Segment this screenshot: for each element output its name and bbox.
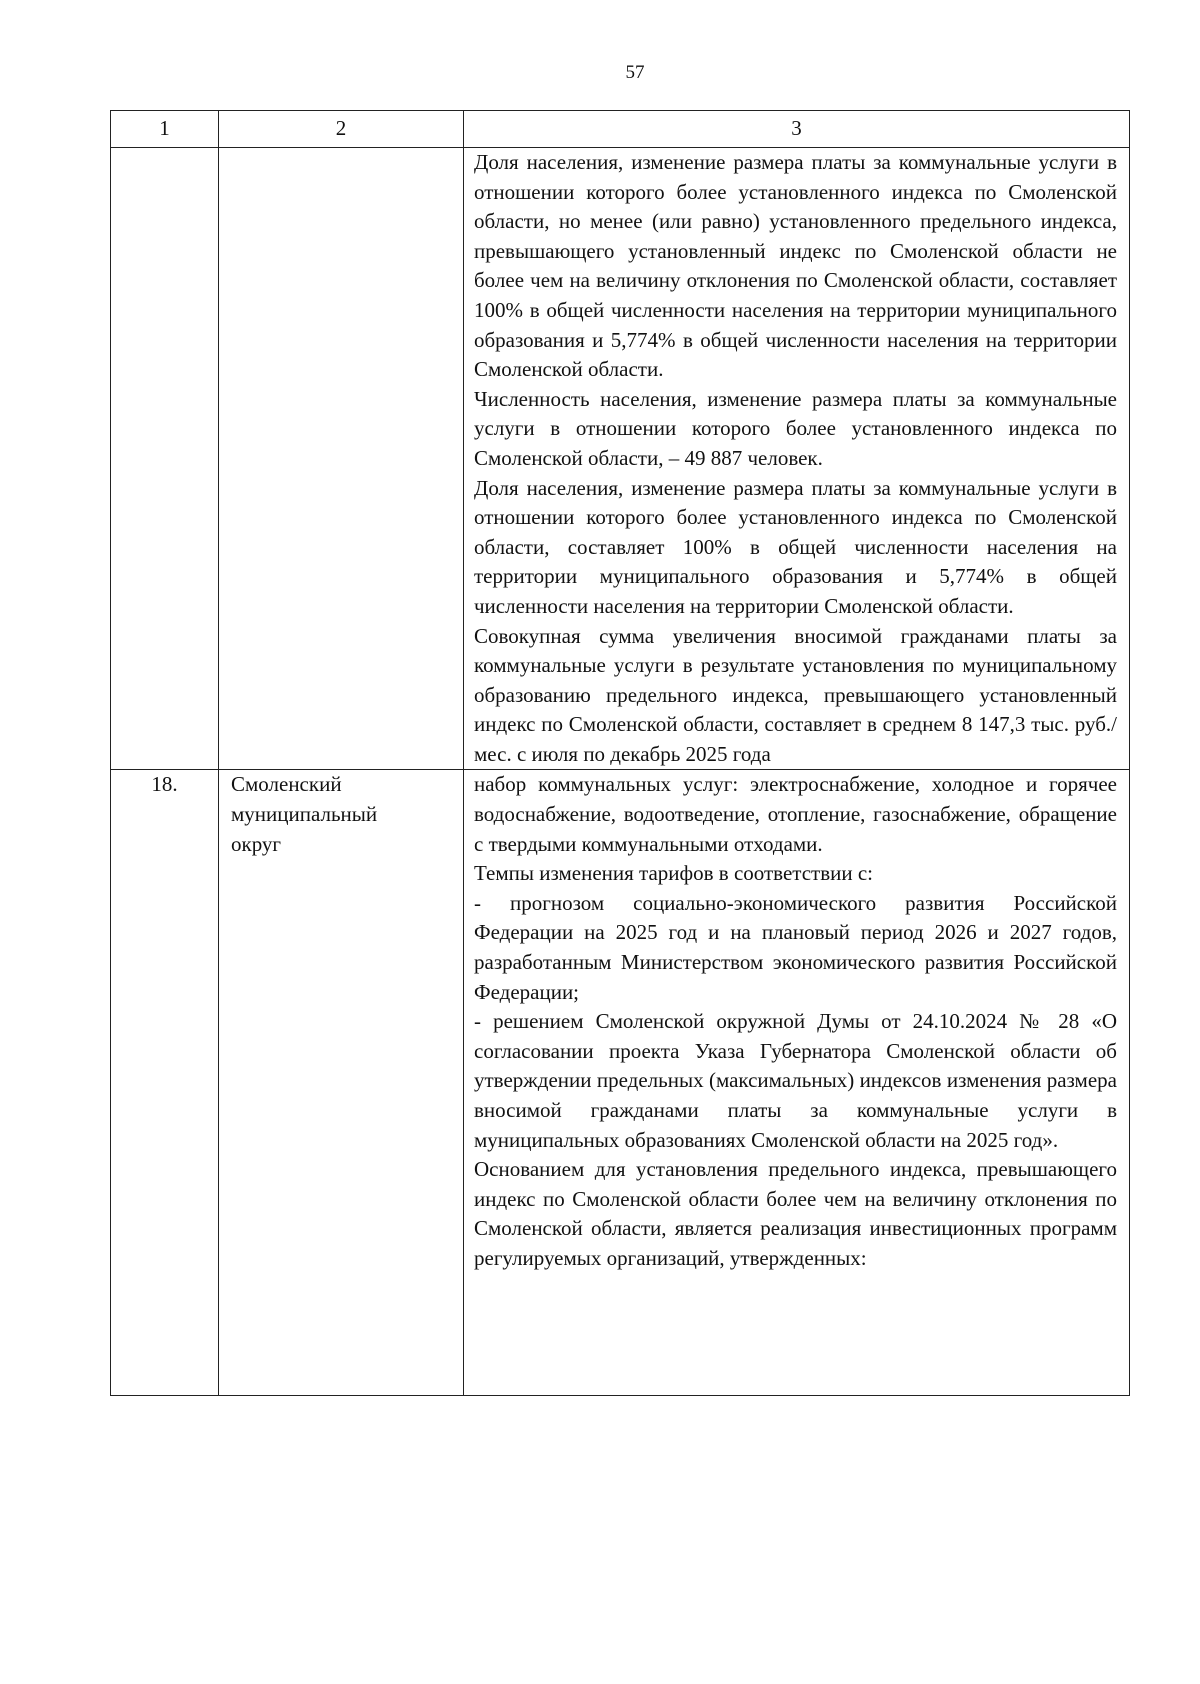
paragraph: - решением Смоленской окружной Думы от 24.10.2024 № 28 «О согласовании проекта Указа Губернатора Смоленской области об утверждении предельных (максимальных) индексов изменения размера вносимой гражданами платы за коммунальные услуги в муниципальных образованиях Смоленской области на 2025 год». <box>474 1009 1117 1152</box>
paragraph: - прогнозом социально-экономического развития Российской Федерации на 2025 год и на плановый период 2026 и 2027 годов, разработанным Министерством экономического развития Российской Федерации; <box>474 890 1117 1004</box>
description-cell <box>464 770 1130 1396</box>
paragraph: Совокупная сумма увеличения вносимой гражданами платы за коммунальные услуги в результате установления по муниципальному образованию предельного индекса, превышающего установленный индекс по Смоленской области, составляет в среднем 8 147,3 тыс. руб./мес. с июля по декабрь 2025 года <box>474 623 1117 766</box>
municipality-name-line: округ <box>231 831 282 856</box>
municipality-name-line: Смоленский <box>231 772 342 797</box>
paragraph: Основанием для установления предельного индекса, превышающего индекс по Смоленской области более чем на величину отклонения по Смоленской области, является реализация инвестиционных программ регулируемых организаций, утвержденных: <box>474 1157 1117 1270</box>
description-cell <box>464 148 1130 770</box>
municipality-name-cell <box>219 148 464 770</box>
document-table <box>110 110 1130 1396</box>
paragraph: Доля населения, изменение размера платы за коммунальные услуги в отношении которого более установленного индекса по Смоленской области, но менее (или равно) установленного предельного индекса, превышающего установленный индекс по Смоленской области не более чем на величину отклонения по Смоленской области, составляет 100% в общей численности населения на территории муниципального образования и 5,774% в общей численности населения на территории Смоленской области. <box>474 150 1117 382</box>
page-number: 57 <box>625 62 645 83</box>
paragraph: Доля населения, изменение размера платы за коммунальные услуги в отношении которого более установленного индекса по Смоленской области, составляет 100% в общей численности населения на территории муниципального образования и 5,774% в общей численности населения на территории Смоленской области. <box>474 475 1117 618</box>
paragraph: набор коммунальных услуг: электроснабжение, холодное и горячее водоснабжение, водоотведение, отопление, газоснабжение, обращение с твердыми коммунальными отходами. <box>474 772 1117 856</box>
table-row-continued <box>111 148 1130 770</box>
table-row-18 <box>111 770 1130 1396</box>
municipality-name-line: муниципальный <box>231 802 378 827</box>
header-cell-1: 1 <box>111 111 219 148</box>
paragraph: Численность населения, изменение размера платы за коммунальные услуги в отношении которого более установленного индекса по Смоленской области, – 49 887 человек. <box>474 386 1117 470</box>
paragraph: Темпы изменения тарифов в соответствии с: <box>474 861 874 886</box>
header-cell-3: 3 <box>464 111 1130 148</box>
row-number-cell <box>111 148 219 770</box>
row-number-cell: 18. <box>111 770 219 1396</box>
header-cell-2: 2 <box>219 111 464 148</box>
municipality-name-cell <box>219 770 464 1396</box>
table-header-row <box>111 111 1130 148</box>
